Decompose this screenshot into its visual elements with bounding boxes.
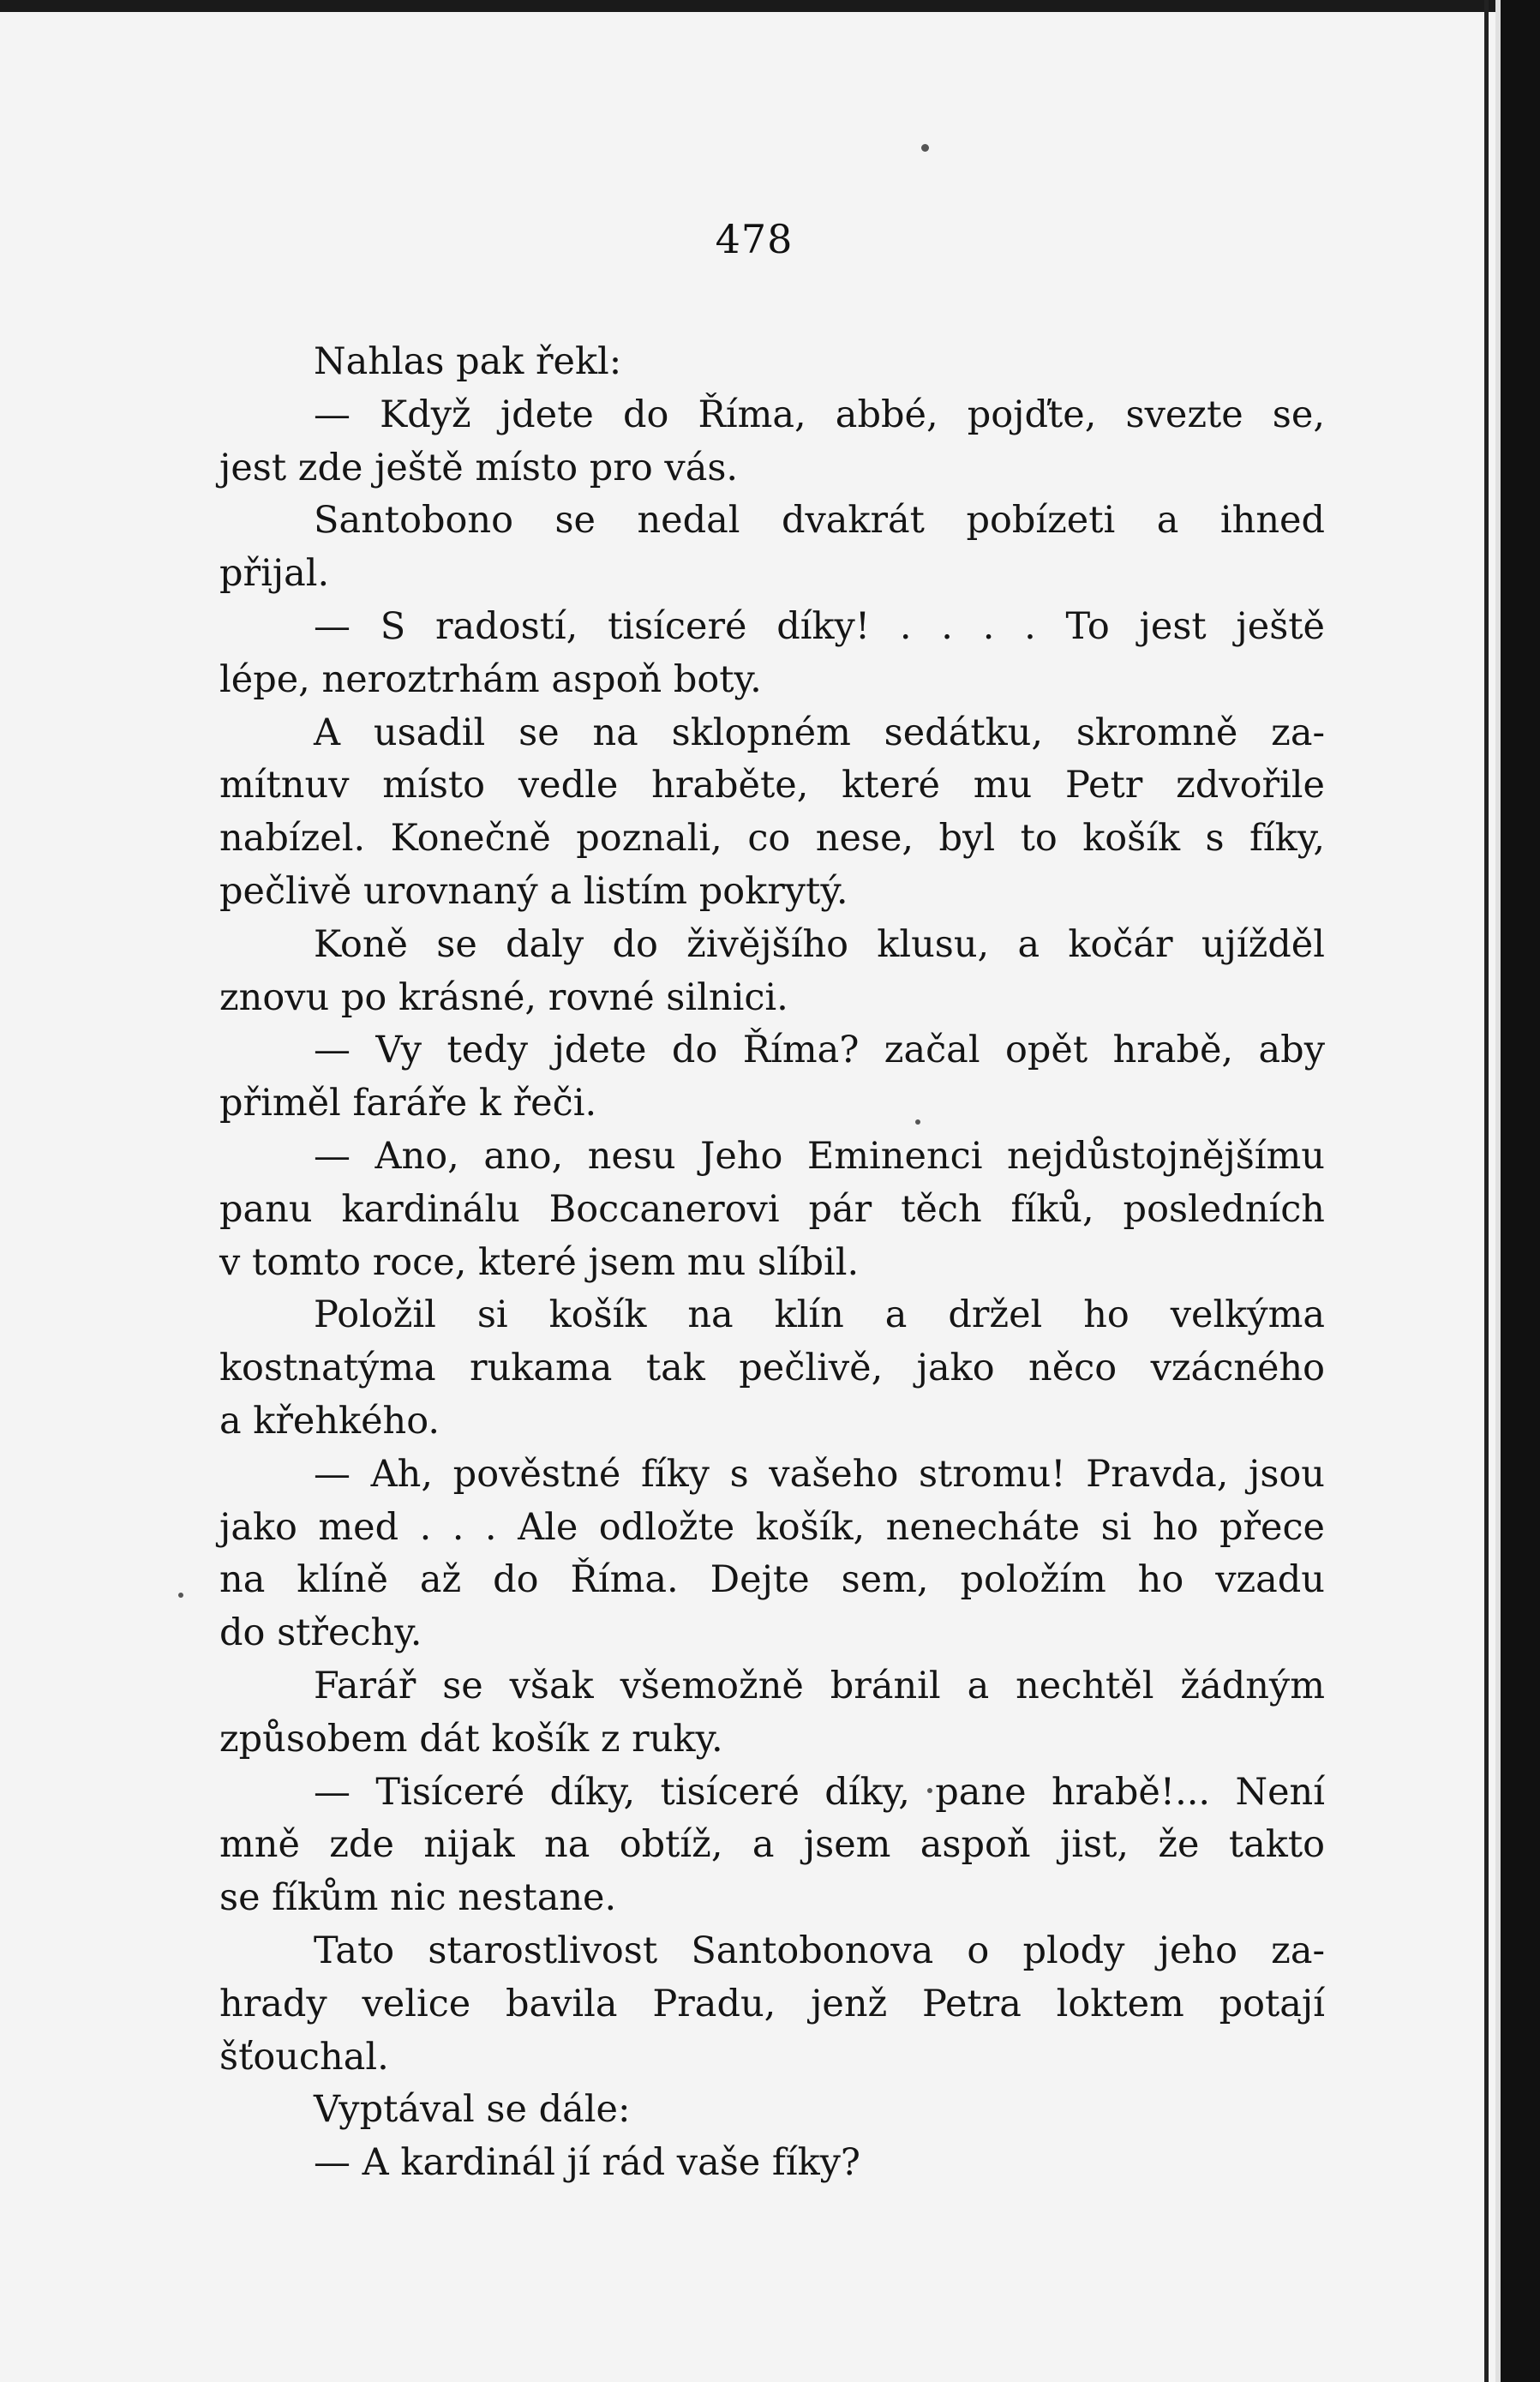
text-line: — Tisíceré díky, tisíceré díky, pane hrabě!... Není [314, 1770, 1325, 1814]
text-line: kostnatýma rukama tak pečlivě, jako něco vzácného [219, 1347, 1325, 1390]
text-line: hrady velice bavila Pradu, jenž Petra loktem potají [219, 1982, 1325, 2025]
text-line: Farář se však všemožně bránil a nechtěl žádným [314, 1664, 1325, 1707]
text-line: — Vy tedy jdete do Říma? začal opět hrabě, aby [314, 1029, 1325, 1072]
text-line: Koně se daly do živějšího klusu, a kočár ujížděl [314, 922, 1325, 966]
text-line: jest zde ještě místo pro vás. [219, 446, 739, 489]
text-line: způsobem dát košík z ruky. [219, 1717, 723, 1761]
text-line: na klíně až do Říma. Dejte sem, položím ho vzadu [219, 1558, 1325, 1602]
scan-right-edge [1501, 0, 1540, 2382]
text-line: panu kardinálu Boccanerovi pár těch fíků, posledních [219, 1187, 1325, 1231]
text-line: — Ah, pověstné fíky s vašeho stromu! Pravda, jsou [314, 1452, 1325, 1496]
text-line: — Když jdete do Říma, abbé, pojďte, svezte se, [314, 393, 1325, 436]
text-line: — A kardinál jí rád vaše fíky? [314, 2141, 860, 2185]
speck [921, 144, 929, 152]
text-line: znovu po krásné, rovné silnici. [219, 975, 788, 1019]
body-text [219, 336, 1325, 2190]
text-line: — S radostí, tisíceré díky! . . . . To jest ještě [314, 604, 1325, 648]
text-line: A usadil se na sklopném sedátku, skromně za- [314, 711, 1325, 754]
speck [178, 1593, 183, 1598]
text-line: jako med . . . Ale odložte košík, nenecháte si ho přece [219, 1505, 1325, 1549]
text-line: nabízel. Konečně poznali, co nese, byl to košík s fíky, [219, 817, 1325, 861]
scan-right-line [1484, 0, 1489, 2382]
text-line: Vyptával se dále: [314, 2088, 631, 2132]
text-line: Nahlas pak řekl: [314, 340, 622, 383]
text-line: přijal. [219, 552, 330, 596]
page-number: 478 [715, 216, 794, 262]
text-line: se fíkům nic nestane. [219, 1876, 617, 1920]
text-line: šťouchal. [219, 2035, 389, 2079]
text-line: — Ano, ano, nesu Jeho Eminenci nejdůstojnějšímu [314, 1134, 1325, 1178]
text-line: mně zde nijak na obtíž, a jsem aspoň jist, že takto [219, 1823, 1325, 1867]
text-line: Položil si košík na klín a držel ho velkýma [314, 1293, 1325, 1337]
text-line: přiměl faráře k řeči. [219, 1082, 597, 1125]
text-line: Santobono se nedal dvakrát pobízeti a ihned [314, 499, 1325, 543]
text-line: pečlivě urovnaný a listím pokrytý. [219, 869, 848, 913]
text-line: v tomto roce, které jsem mu slíbil. [219, 1240, 860, 1284]
text-line: Tato starostlivost Santobonova o plody jeho za- [314, 1929, 1325, 1972]
scan-top-edge [0, 0, 1540, 12]
text-line: lépe, neroztrhám aspoň boty. [219, 657, 762, 701]
text-line: do střechy. [219, 1611, 422, 1655]
text-line: a křehkého. [219, 1399, 440, 1443]
text-line: mítnuv místo vedle hraběte, které mu Petr zdvořile [219, 764, 1325, 807]
